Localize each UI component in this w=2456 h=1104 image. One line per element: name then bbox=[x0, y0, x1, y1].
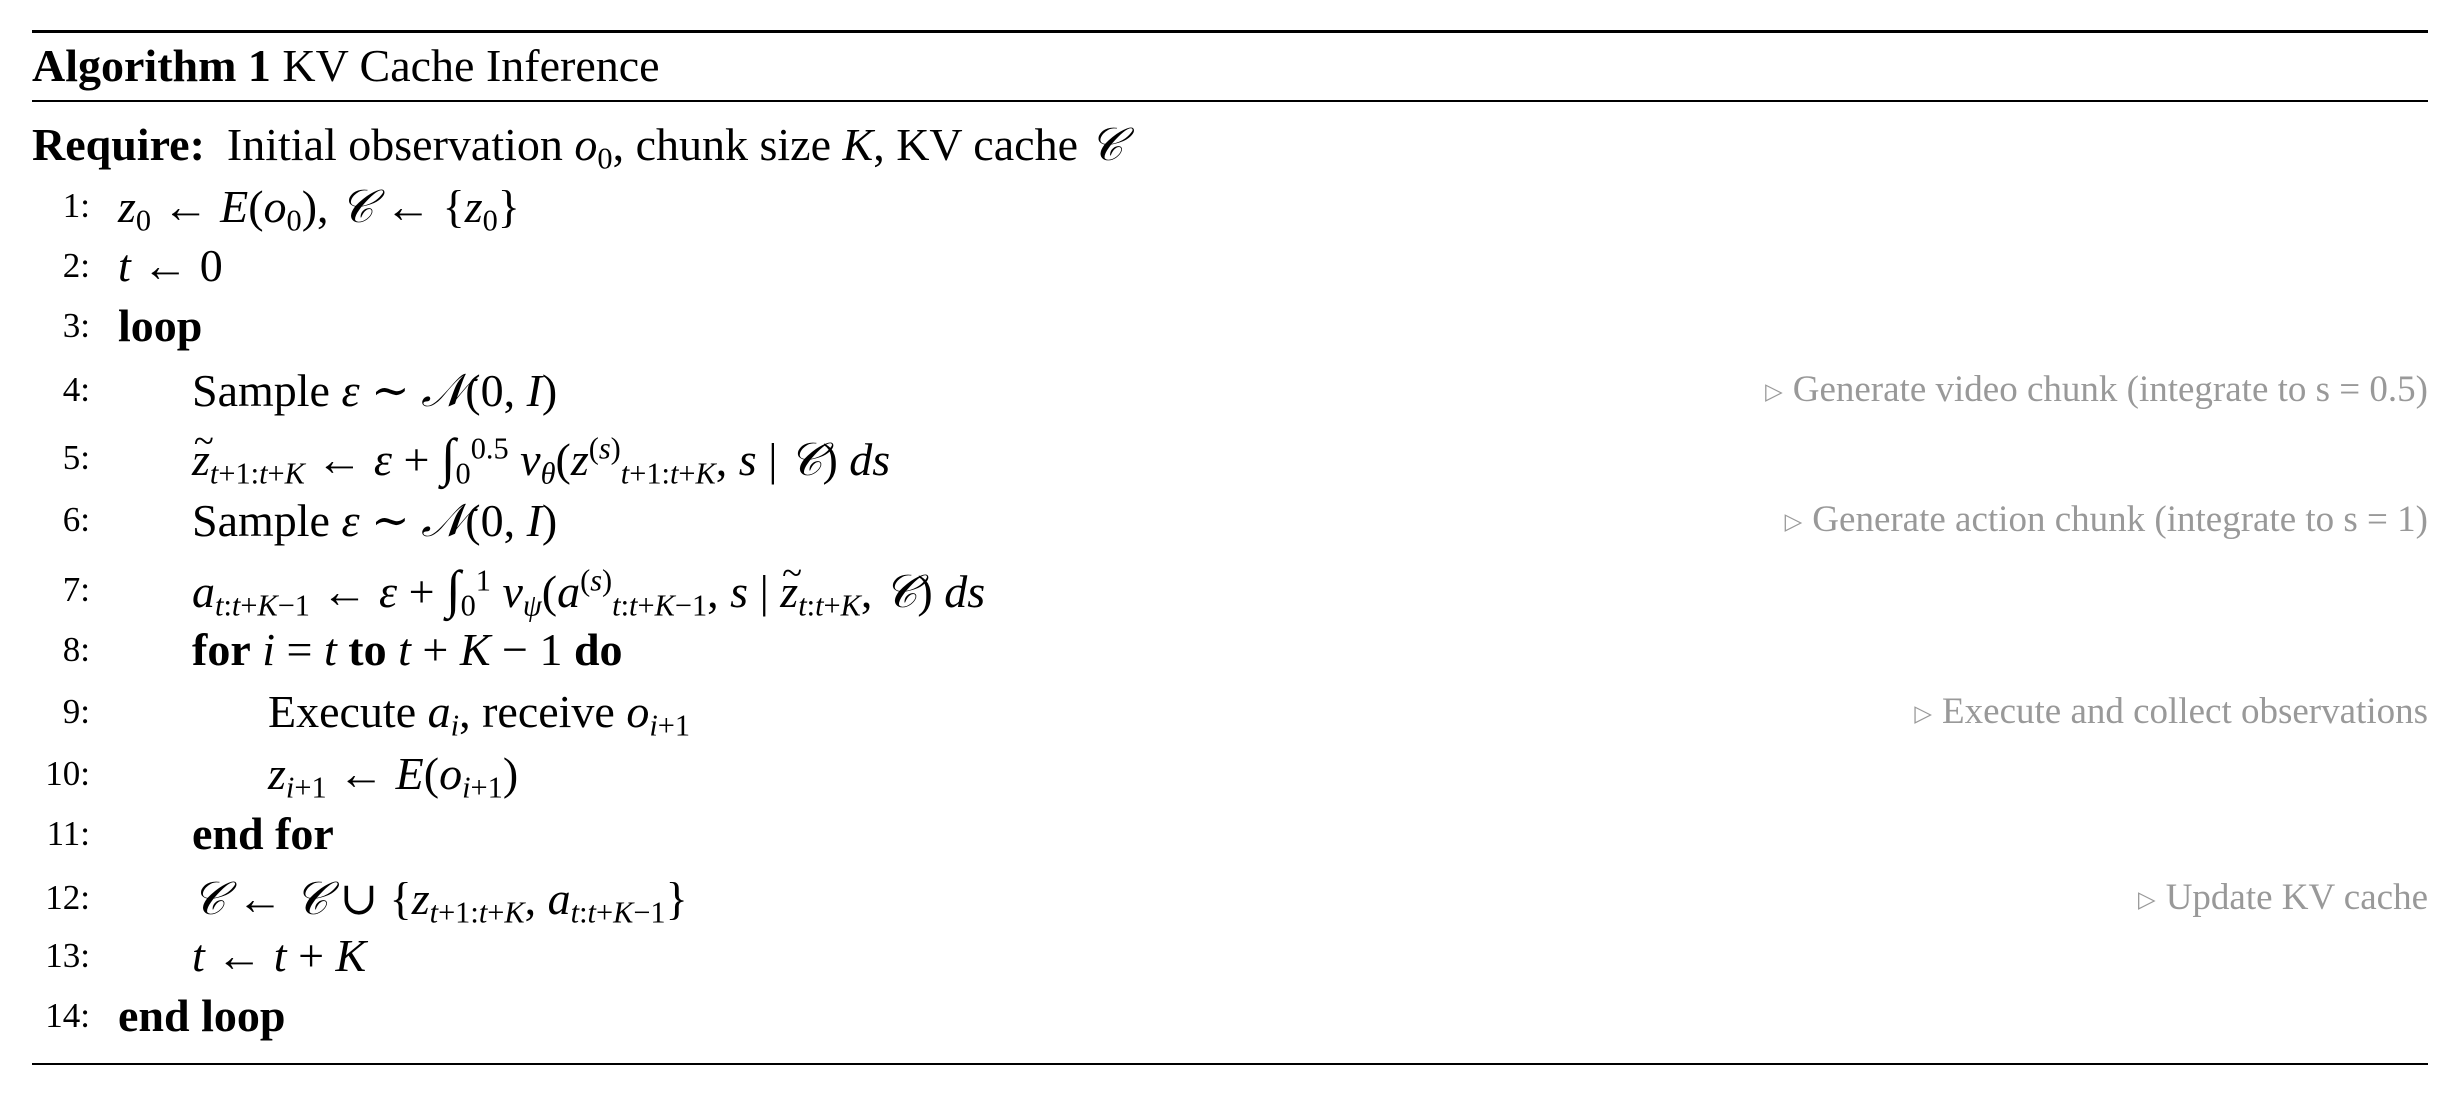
line-code: for i = t to t + K − 1 do bbox=[192, 624, 623, 675]
line-comment: ▷ Generate video chunk (integrate to s = 0.5) bbox=[1765, 369, 2428, 410]
line-code: 𝒞 ← 𝒞 ∪ {$z_{t+1:t+K}$, $a_{t:t+K-1}$} bbox=[192, 871, 688, 930]
caption-rule bbox=[32, 100, 2428, 102]
bottom-rule bbox=[32, 1063, 2428, 1065]
algorithm-line bbox=[0, 176, 2456, 236]
line-number: 11: bbox=[46, 814, 90, 853]
algorithm-line bbox=[0, 428, 2456, 491]
line-number: 6: bbox=[62, 500, 90, 539]
algorithm-line bbox=[0, 296, 2456, 356]
line-number: 12: bbox=[45, 878, 90, 917]
line-code: Sample ε ∼ 𝒩(0, I) bbox=[192, 363, 558, 417]
algorithm-line bbox=[0, 490, 2456, 550]
line-comment: ▷ Update KV cache bbox=[2138, 877, 2428, 918]
top-rule bbox=[32, 30, 2428, 33]
line-comment: ▷ Generate action chunk (integrate to s = 1) bbox=[1784, 499, 2428, 540]
comment-triangle-icon: ▷ bbox=[1784, 509, 1803, 536]
algorithm-line bbox=[0, 804, 2456, 864]
require-text: Initial observation $o_0$, chunk size K, KV cache 𝒞 bbox=[226, 117, 1124, 176]
keyword-loop: loop bbox=[118, 300, 203, 351]
algorithm-line bbox=[0, 986, 2456, 1046]
line-code: end loop bbox=[118, 990, 286, 1041]
line-number: 8: bbox=[62, 630, 90, 669]
line-code: Execute $a_i$, receive $o_{i+1}$ bbox=[268, 686, 691, 743]
require-line bbox=[32, 116, 1124, 176]
algorithm-line bbox=[0, 744, 2456, 804]
line-number: 9: bbox=[62, 692, 90, 731]
line-code: Sample ε ∼ 𝒩(0, I) bbox=[192, 493, 558, 547]
line-number: 3: bbox=[62, 306, 90, 345]
line-code: $z_{i+1}$ ← $E(o_{i+1})$ bbox=[268, 748, 519, 805]
algorithm-line bbox=[0, 560, 2456, 623]
line-number: 4: bbox=[62, 370, 90, 409]
comment-triangle-icon: ▷ bbox=[1765, 379, 1783, 406]
line-comment: ▷ Execute and collect observations bbox=[1914, 691, 2428, 732]
line-code: t ← 0 bbox=[118, 240, 223, 291]
comment-triangle-icon: ▷ bbox=[2138, 887, 2156, 914]
algorithm-line bbox=[0, 360, 2456, 420]
require-label: Require: bbox=[32, 119, 205, 170]
algorithm-label: Algorithm 1 bbox=[32, 40, 271, 91]
line-number: 14: bbox=[45, 996, 90, 1035]
algorithm-caption bbox=[32, 38, 660, 94]
line-number: 7: bbox=[62, 570, 90, 609]
algorithm-line bbox=[0, 620, 2456, 680]
line-code bbox=[118, 296, 202, 356]
line-number: 2: bbox=[62, 246, 90, 285]
comment-triangle-icon: ▷ bbox=[1914, 701, 1933, 728]
algorithm-title: KV Cache Inference bbox=[282, 40, 660, 91]
line-code: $z_0$ ← $E(o_0)$, 𝒞 ← $\{z_0\}$ bbox=[118, 179, 520, 238]
line-number: 1: bbox=[62, 186, 90, 225]
line-code: $a_{t:t+K-1}$ ← $\varepsilon + \int_0^1$ $v_\psi(a^{(s)}_{t:t+K-1}$, s | ~ $z_{t:t+K}$, 𝒞) ds bbox=[192, 560, 985, 622]
line-code: ~ $z_{t+1:t+K}$ ← $\varepsilon + \int_0^{0.5}$ $v_\theta(z^{(s)}_{t+1:t+K}$, s | 𝒞) ds bbox=[192, 428, 890, 490]
algorithm-line bbox=[0, 926, 2456, 986]
algorithm-line bbox=[0, 868, 2456, 928]
line-number: 13: bbox=[45, 936, 90, 975]
line-number: 10: bbox=[45, 754, 90, 793]
algorithm-line bbox=[0, 682, 2456, 742]
algorithm-line bbox=[0, 236, 2456, 296]
line-number: 5: bbox=[62, 438, 90, 477]
line-code: t ← t + K bbox=[192, 930, 367, 981]
line-code: end for bbox=[192, 808, 334, 859]
